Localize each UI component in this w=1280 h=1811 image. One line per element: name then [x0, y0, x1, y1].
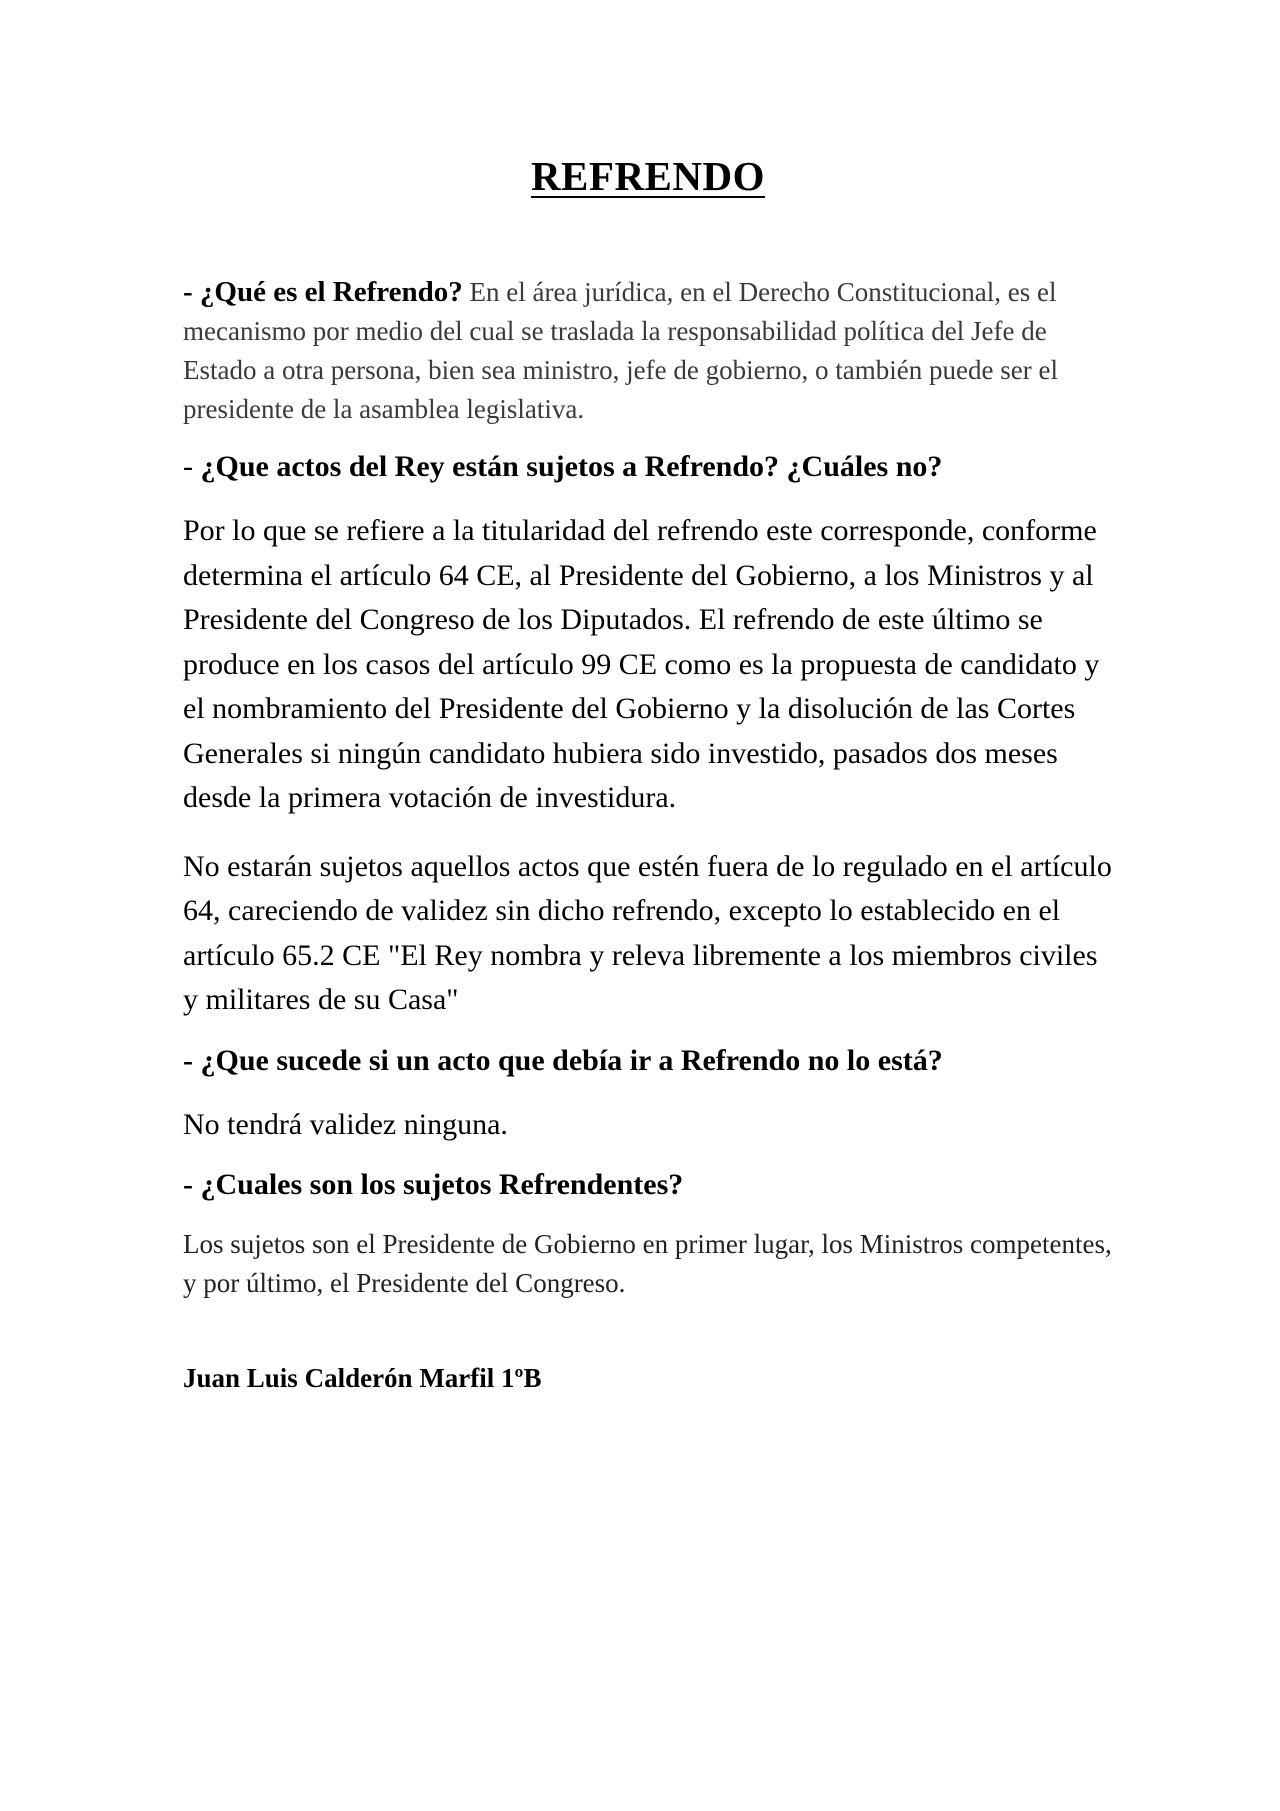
paragraph-titularidad: Por lo que se refiere a la titularidad del refrendo este corresponde, conforme determina el artículo 64 CE, al Presidente del Gobierno, a los Ministros y al Presidente del Congreso de los Diputados. El refrendo de este último se produce en los casos del artículo 99 CE como es la propuesta de candidato y el nombramiento del Presidente del Gobierno y la disolución de las Cortes Generales si ningún candidato hubiera sido investido, pasados dos meses desde la primera votación de investidura. [183, 514, 1100, 815]
paragraph-no-sujetos: No estarán sujetos aquellos actos que estén fuera de lo regulado en el artículo 64, careciendo de validez sin dicho refrendo, excepto lo establecido en el artículo 65.2 CE "El Rey nombra y releva libremente a los miembros civiles y militares de su Casa" [183, 849, 1112, 1017]
question-dash: - [183, 450, 201, 484]
author-signature: Juan Luis Calderón Marfil 1ºB [183, 1363, 542, 1394]
answer-refrendentes: Los sujetos son el Presidente de Gobierno en primer lugar, los Ministros competentes, y por último, el Presidente del Congreso. [183, 1229, 1112, 1299]
document-content [183, 140, 1113, 1394]
question-what-happens: - ¿Que sucede si un acto que debía ir a Refrendo no lo está? [183, 1043, 943, 1077]
section-what-is-refrendo [183, 273, 1113, 429]
question-what-is-refrendo: - ¿Qué es el Refrendo? [183, 276, 463, 309]
question-refrendentes: - ¿Cuales son los sujetos Refrendentes? [183, 1168, 684, 1202]
page-title: REFRENDO [530, 153, 766, 199]
answer-what-happens: No tendrá validez ninguna. [183, 1107, 508, 1141]
answer-what-is-refrendo: En el área jurídica, en el Derecho Constitucional, es el mecanismo por medio del cual se traslada la responsabilidad política del Jefe de Estado a otra persona, bien sea ministro, jefe de gobierno, o también puede ser el presidente de la asamblea legislativa. [183, 277, 1058, 425]
question-acts-subject [183, 447, 1113, 487]
question-acts-subject-text: ¿Que actos del Rey están sujetos a Refrendo? ¿Cuáles no? [200, 450, 943, 484]
